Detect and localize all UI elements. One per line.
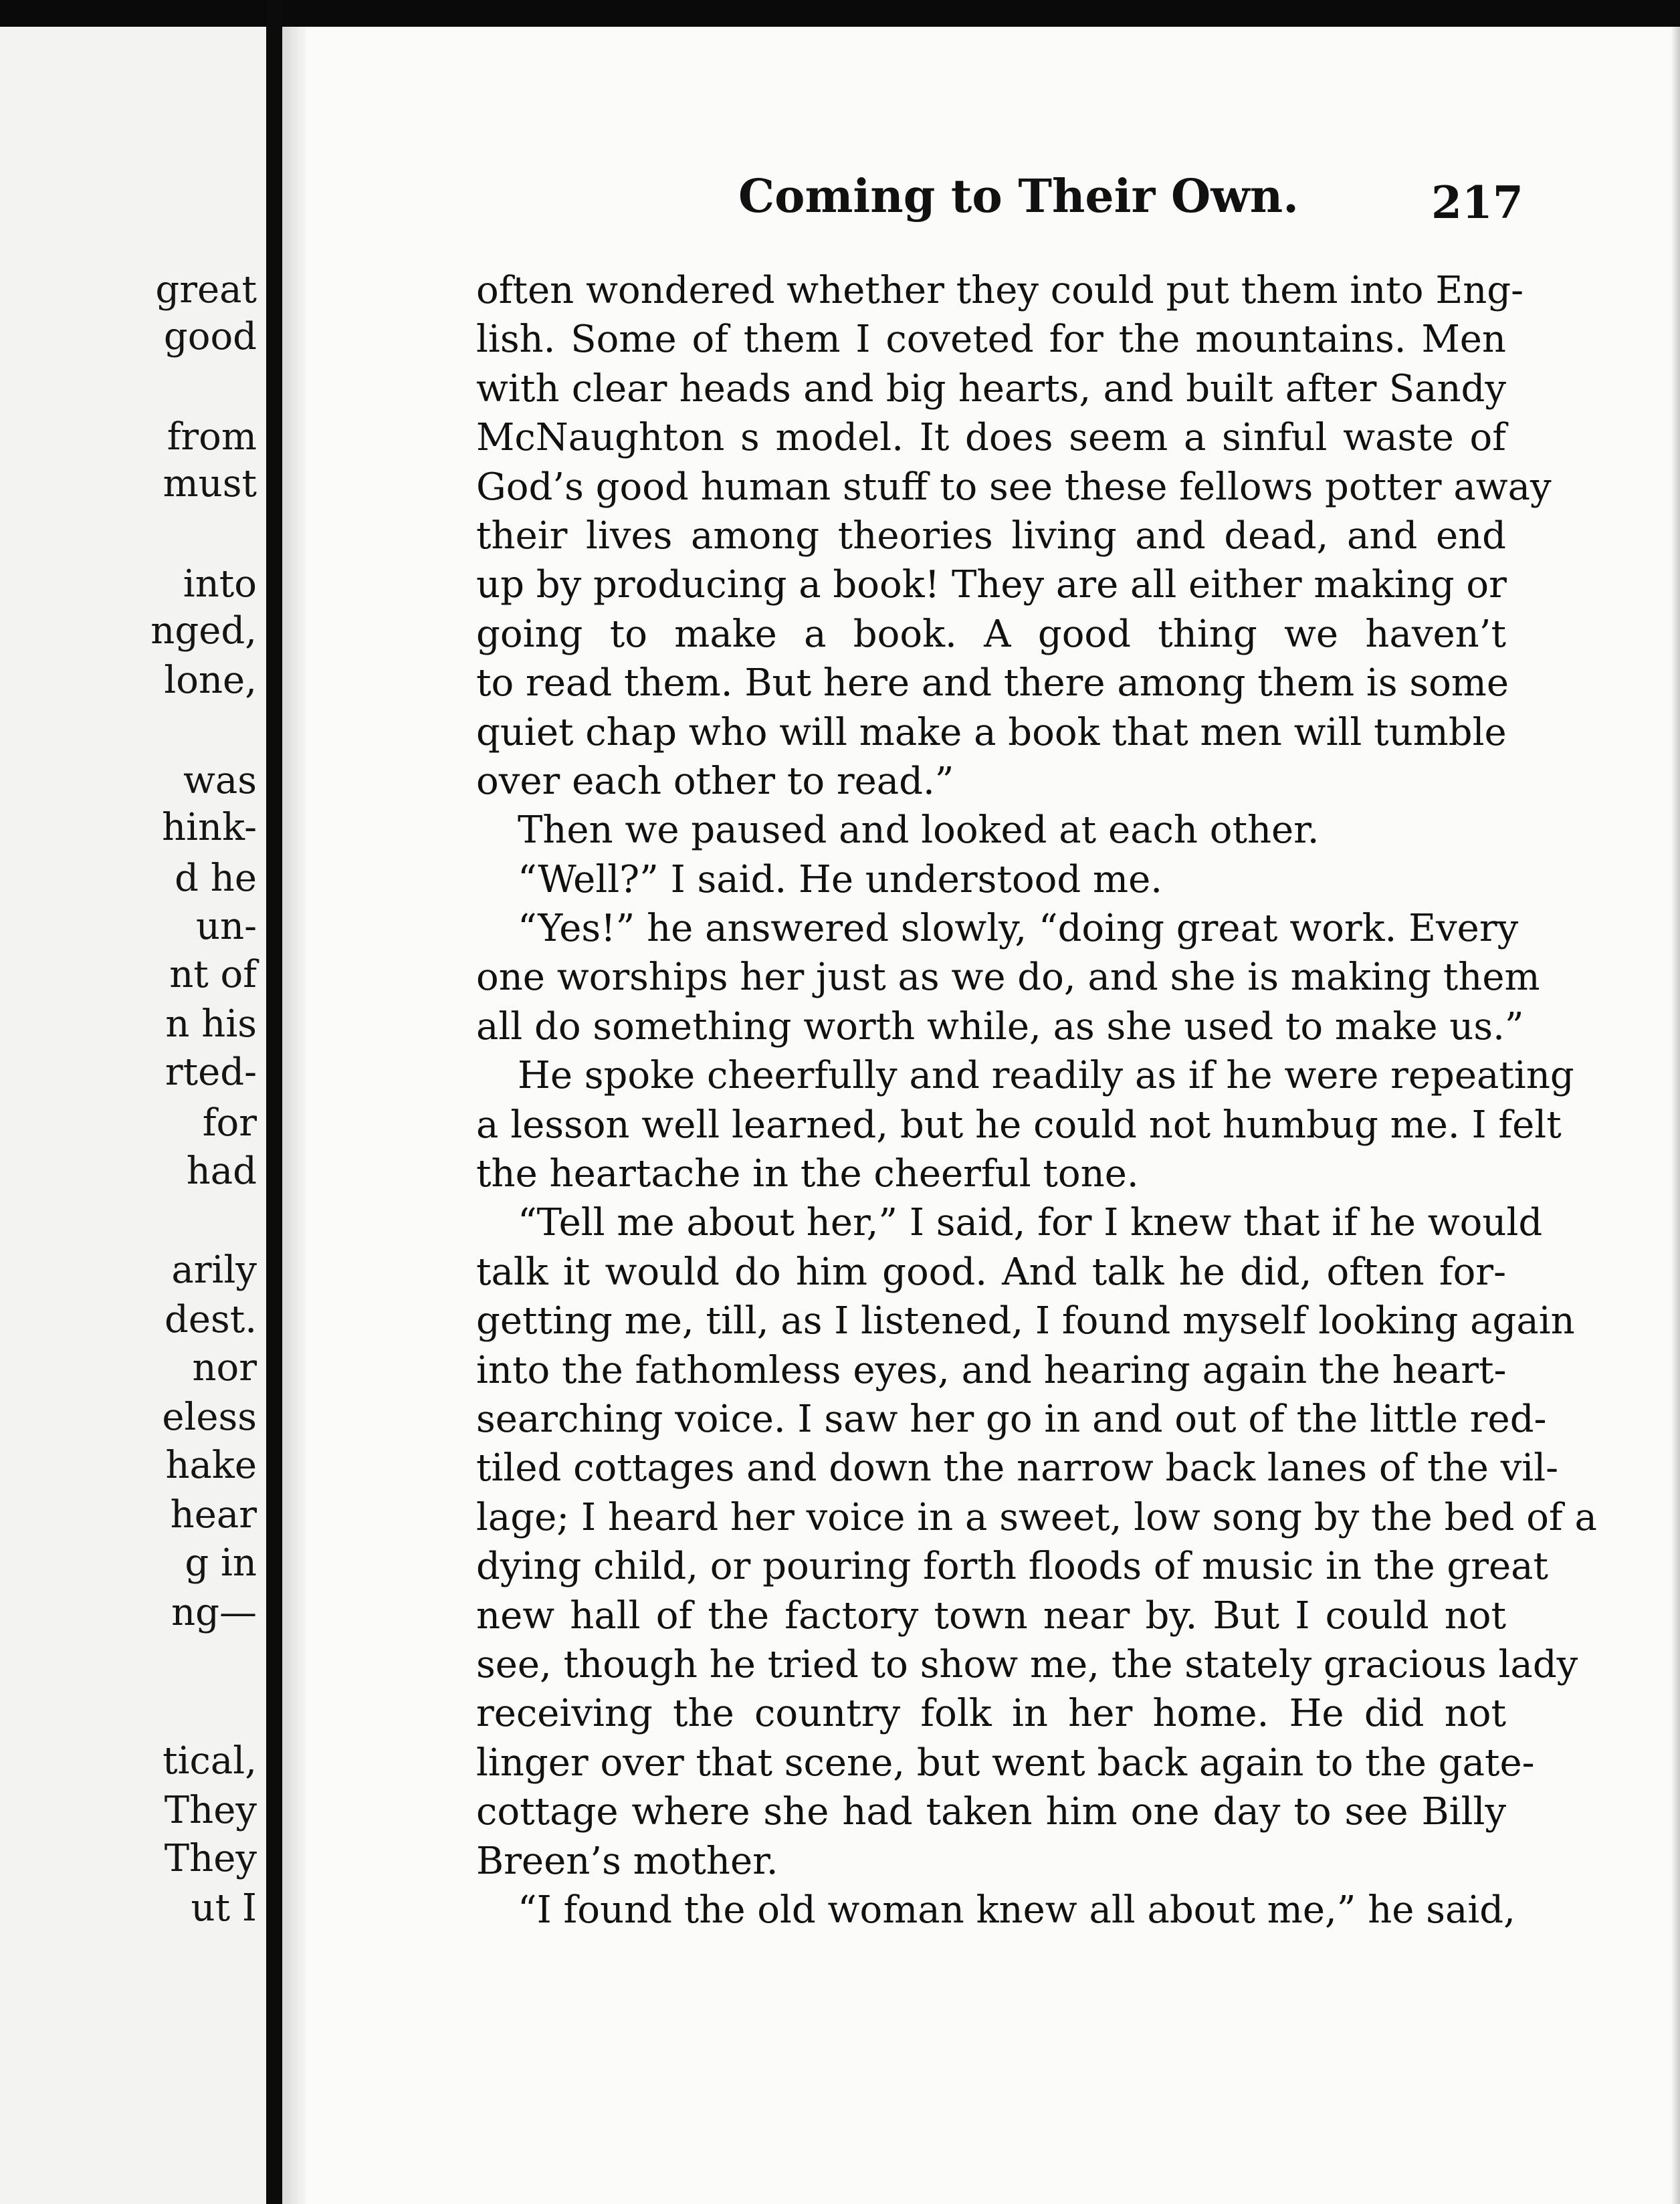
text-line: the heartache in the cheerful tone.	[476, 1152, 1139, 1196]
text-line: “Yes!” he answered slowly, “doing great work. Every	[518, 907, 1519, 951]
page-edge-shadow	[1671, 27, 1680, 2204]
facing-page-fragment: nor	[192, 1346, 257, 1390]
facing-page-fragment: nt of	[169, 953, 257, 996]
text-line: receiving the country folk in her home. He did not	[476, 1692, 1506, 1736]
running-head: Coming to Their Own.	[738, 170, 1299, 223]
text-line: “I found the old woman knew all about me,” he said,	[518, 1888, 1515, 1932]
facing-page-fragment: They	[164, 1789, 257, 1832]
page-fold-shadow	[282, 27, 306, 2204]
text-line: all do something worth while, as she used to make us.”	[476, 1004, 1524, 1049]
facing-page-left	[0, 27, 266, 2204]
facing-page-fragment: arily	[171, 1248, 257, 1292]
text-line: searching voice. I saw her go in and out of the little red-	[476, 1397, 1547, 1441]
text-line: a lesson well learned, but he could not humbug me. I felt	[476, 1103, 1562, 1147]
text-line: He spoke cheerfully and readily as if he were repeating	[518, 1054, 1574, 1098]
text-line: God’s good human stuff to see these fellows potter away	[476, 465, 1552, 509]
text-line: quiet chap who will make a book that men will tumble	[476, 710, 1507, 754]
text-line: their lives among theories living and dead, and end	[476, 514, 1506, 558]
text-line: linger over that scene, but went back again to the gate-	[476, 1741, 1535, 1785]
text-line: “Tell me about her,” I said, for I knew that if he would	[518, 1201, 1543, 1245]
facing-page-fragment: g in	[185, 1541, 257, 1585]
facing-page-fragment: tical,	[163, 1739, 257, 1783]
text-line: lage; I heard her voice in a sweet, low song by the bed of a	[476, 1495, 1597, 1539]
text-line: with clear heads and big hearts, and built after Sandy	[476, 366, 1506, 411]
facing-page-fragment: must	[163, 462, 257, 506]
facing-page-fragment: was	[183, 759, 257, 802]
facing-page-fragment: lone,	[164, 659, 257, 702]
text-line: McNaughton s model. It does seem a sinful waste of	[476, 416, 1506, 460]
text-line: Breen’s mother.	[476, 1839, 778, 1883]
text-line: Then we paused and looked at each other.	[518, 808, 1320, 853]
text-line: getting me, till, as I listened, I found myself looking again	[476, 1299, 1575, 1343]
facing-page-fragment: hink-	[162, 806, 257, 849]
facing-page-fragment: rted-	[165, 1051, 257, 1094]
text-line: talk it would do him good. And talk he did, often for-	[476, 1250, 1506, 1294]
text-line: often wondered whether they could put them into Eng-	[476, 269, 1524, 312]
body-text	[476, 266, 1597, 1935]
facing-page-fragment: from	[167, 415, 257, 459]
facing-page-fragment: hear	[170, 1493, 257, 1537]
page-number: 217	[1431, 177, 1524, 229]
facing-page-fragment: eless	[162, 1396, 257, 1439]
text-line: dying child, or pouring forth floods of music in the great	[476, 1545, 1549, 1589]
text-line: over each other to read.”	[476, 759, 954, 803]
facing-page-fragment: for	[202, 1101, 257, 1145]
facing-page-fragment: n his	[165, 1002, 257, 1046]
text-line: cottage where she had taken him one day to see Billy	[476, 1790, 1506, 1834]
text-line: one worships her just as we do, and she is making them	[476, 956, 1540, 1000]
text-line: going to make a book. A good thing we haven’t	[476, 612, 1506, 656]
facing-page-fragment: had	[186, 1149, 257, 1193]
facing-page-fragment: ng—	[171, 1591, 257, 1634]
facing-page-fragment: nged,	[150, 609, 257, 653]
facing-page-fragment: un-	[195, 905, 257, 948]
text-line: lish. Some of them I coveted for the mountains. Men	[476, 318, 1506, 362]
facing-page-fragment: ut I	[191, 1886, 257, 1930]
facing-page-fragment: great	[155, 268, 257, 312]
text-line: “Well?” I said. He understood me.	[518, 857, 1163, 901]
facing-page-fragment: d he	[175, 857, 257, 900]
text-line: tiled cottages and down the narrow back lanes of the vil-	[476, 1446, 1559, 1491]
text-line: to read them. But here and there among them is some	[476, 661, 1509, 705]
text-line: new hall of the factory town near by. But I could not	[476, 1593, 1506, 1638]
facing-page-fragment: good	[163, 315, 257, 358]
text-line: see, though he tried to show me, the stately gracious lady	[476, 1642, 1578, 1686]
facing-page-fragment: into	[183, 562, 257, 606]
text-line: up by producing a book! They are all either making or	[476, 563, 1507, 607]
facing-page-fragment: They	[164, 1837, 257, 1880]
scan-top-border	[0, 0, 1680, 27]
book-gutter	[266, 0, 282, 2204]
facing-page-fragment: hake	[165, 1444, 257, 1487]
facing-page-fragment: dest.	[164, 1298, 257, 1341]
text-line: into the fathomless eyes, and hearing again the heart-	[476, 1348, 1507, 1392]
